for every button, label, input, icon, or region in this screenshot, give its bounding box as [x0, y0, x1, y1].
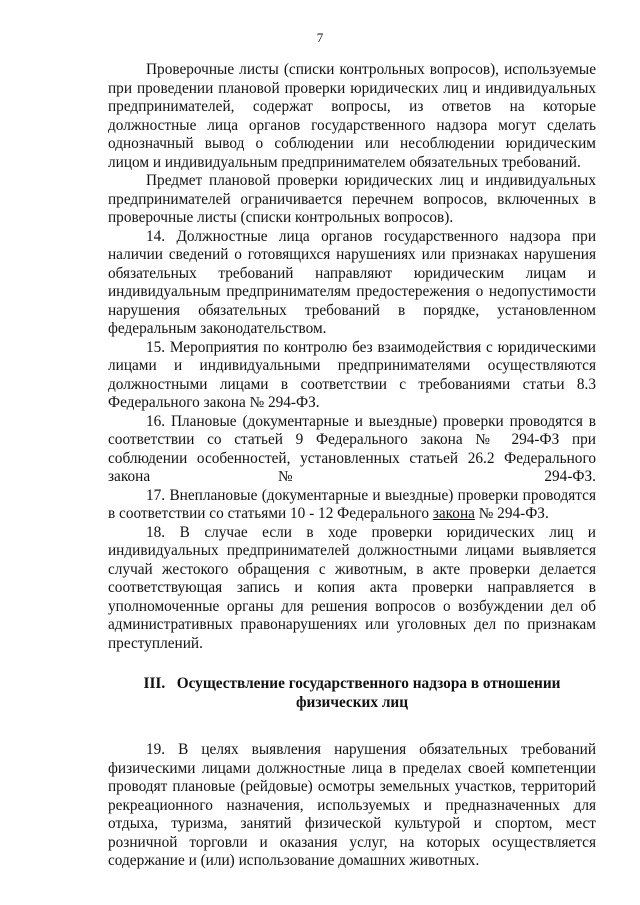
paragraph-18: 18. В случае если в ходе проверки юридических лиц и индивидуальных предпринимателей должностными лицами выявляется случай жестокого обращения с животным, в акте проверки делается соответствующая запись и копия акта проверки направляется в уполномоченные органы для решения вопросов о возбуждении дел об административных правонарушениях или уголовных дел по признакам преступлений.	[108, 523, 596, 652]
paragraph-16: 16. Плановые (документарные и выездные) проверки проводятся в соответствии со статьей 9 Федерального закона № 294-ФЗ при соблюдении особенностей, установленных статьей 26.2 Федерального закона № 294-ФЗ.	[108, 412, 596, 485]
paragraph-15: 15. Мероприятия по контролю без взаимодействия с юридическими лицами и индивидуальными предпринимателями осуществляются должностными лицами в соответствии с требованиями статьи 8.3 Федерального закона № 294-ФЗ.	[108, 338, 596, 411]
paragraph-17	[108, 487, 596, 524]
section-heading	[108, 675, 596, 712]
paragraph-19: 19. В целях выявления нарушения обязательных требований физическими лицами должностные лица в пределах своей компетенции проводят плановые (рейдовые) осмотры земельных участков, территорий рекреационного назначения, используемых и предназначенных для отдыха, туризма, занятий физической культурой и спортом, мест розничной торговли и оказания услуг, на которых осуществляется содержание и (или) использование домашних животных.	[108, 741, 596, 869]
section-numeral: III.	[143, 675, 166, 692]
body-text	[108, 61, 596, 871]
page-number: 7	[316, 30, 324, 45]
law-link[interactable]: закона	[432, 505, 475, 522]
paragraph-17-text-start: 17. Внеплановые (документарные и выездные) проверки проводятся в соответствии со статьями 10 - 12 Федерального	[108, 486, 596, 522]
section-title: Осуществление государственного надзора в отношении физических лиц	[176, 675, 561, 711]
paragraph-17-text-end: № 294-ФЗ.	[474, 505, 549, 522]
paragraph-14: 14. Должностные лица органов государственного надзора при наличии сведений о готовящихся нарушениях или признаках нарушения обязательных требований направляют юридическим лицам и индивидуальным предпринимателям предостережения о недопустимости нарушения обязательных требований в порядке, установленном федеральным законодательством.	[108, 227, 596, 337]
paragraph-inspection-subject: Предмет плановой проверки юридических лиц и индивидуальных предпринимателей ограничивается перечнем вопросов, включенных в проверочные листы (списки контрольных вопросов).	[108, 172, 596, 226]
paragraph-checklists: Проверочные листы (списки контрольных вопросов), используемые при проведении плановой проверки юридических лиц и индивидуальных предпринимателей, содержат вопросы, из ответов на которые должностные лица органов государственного надзора могут сделать однозначный вывод о соблюдении или несоблюдении юридическим лицом и индивидуальным предпринимателем обязательных требований.	[108, 61, 596, 171]
